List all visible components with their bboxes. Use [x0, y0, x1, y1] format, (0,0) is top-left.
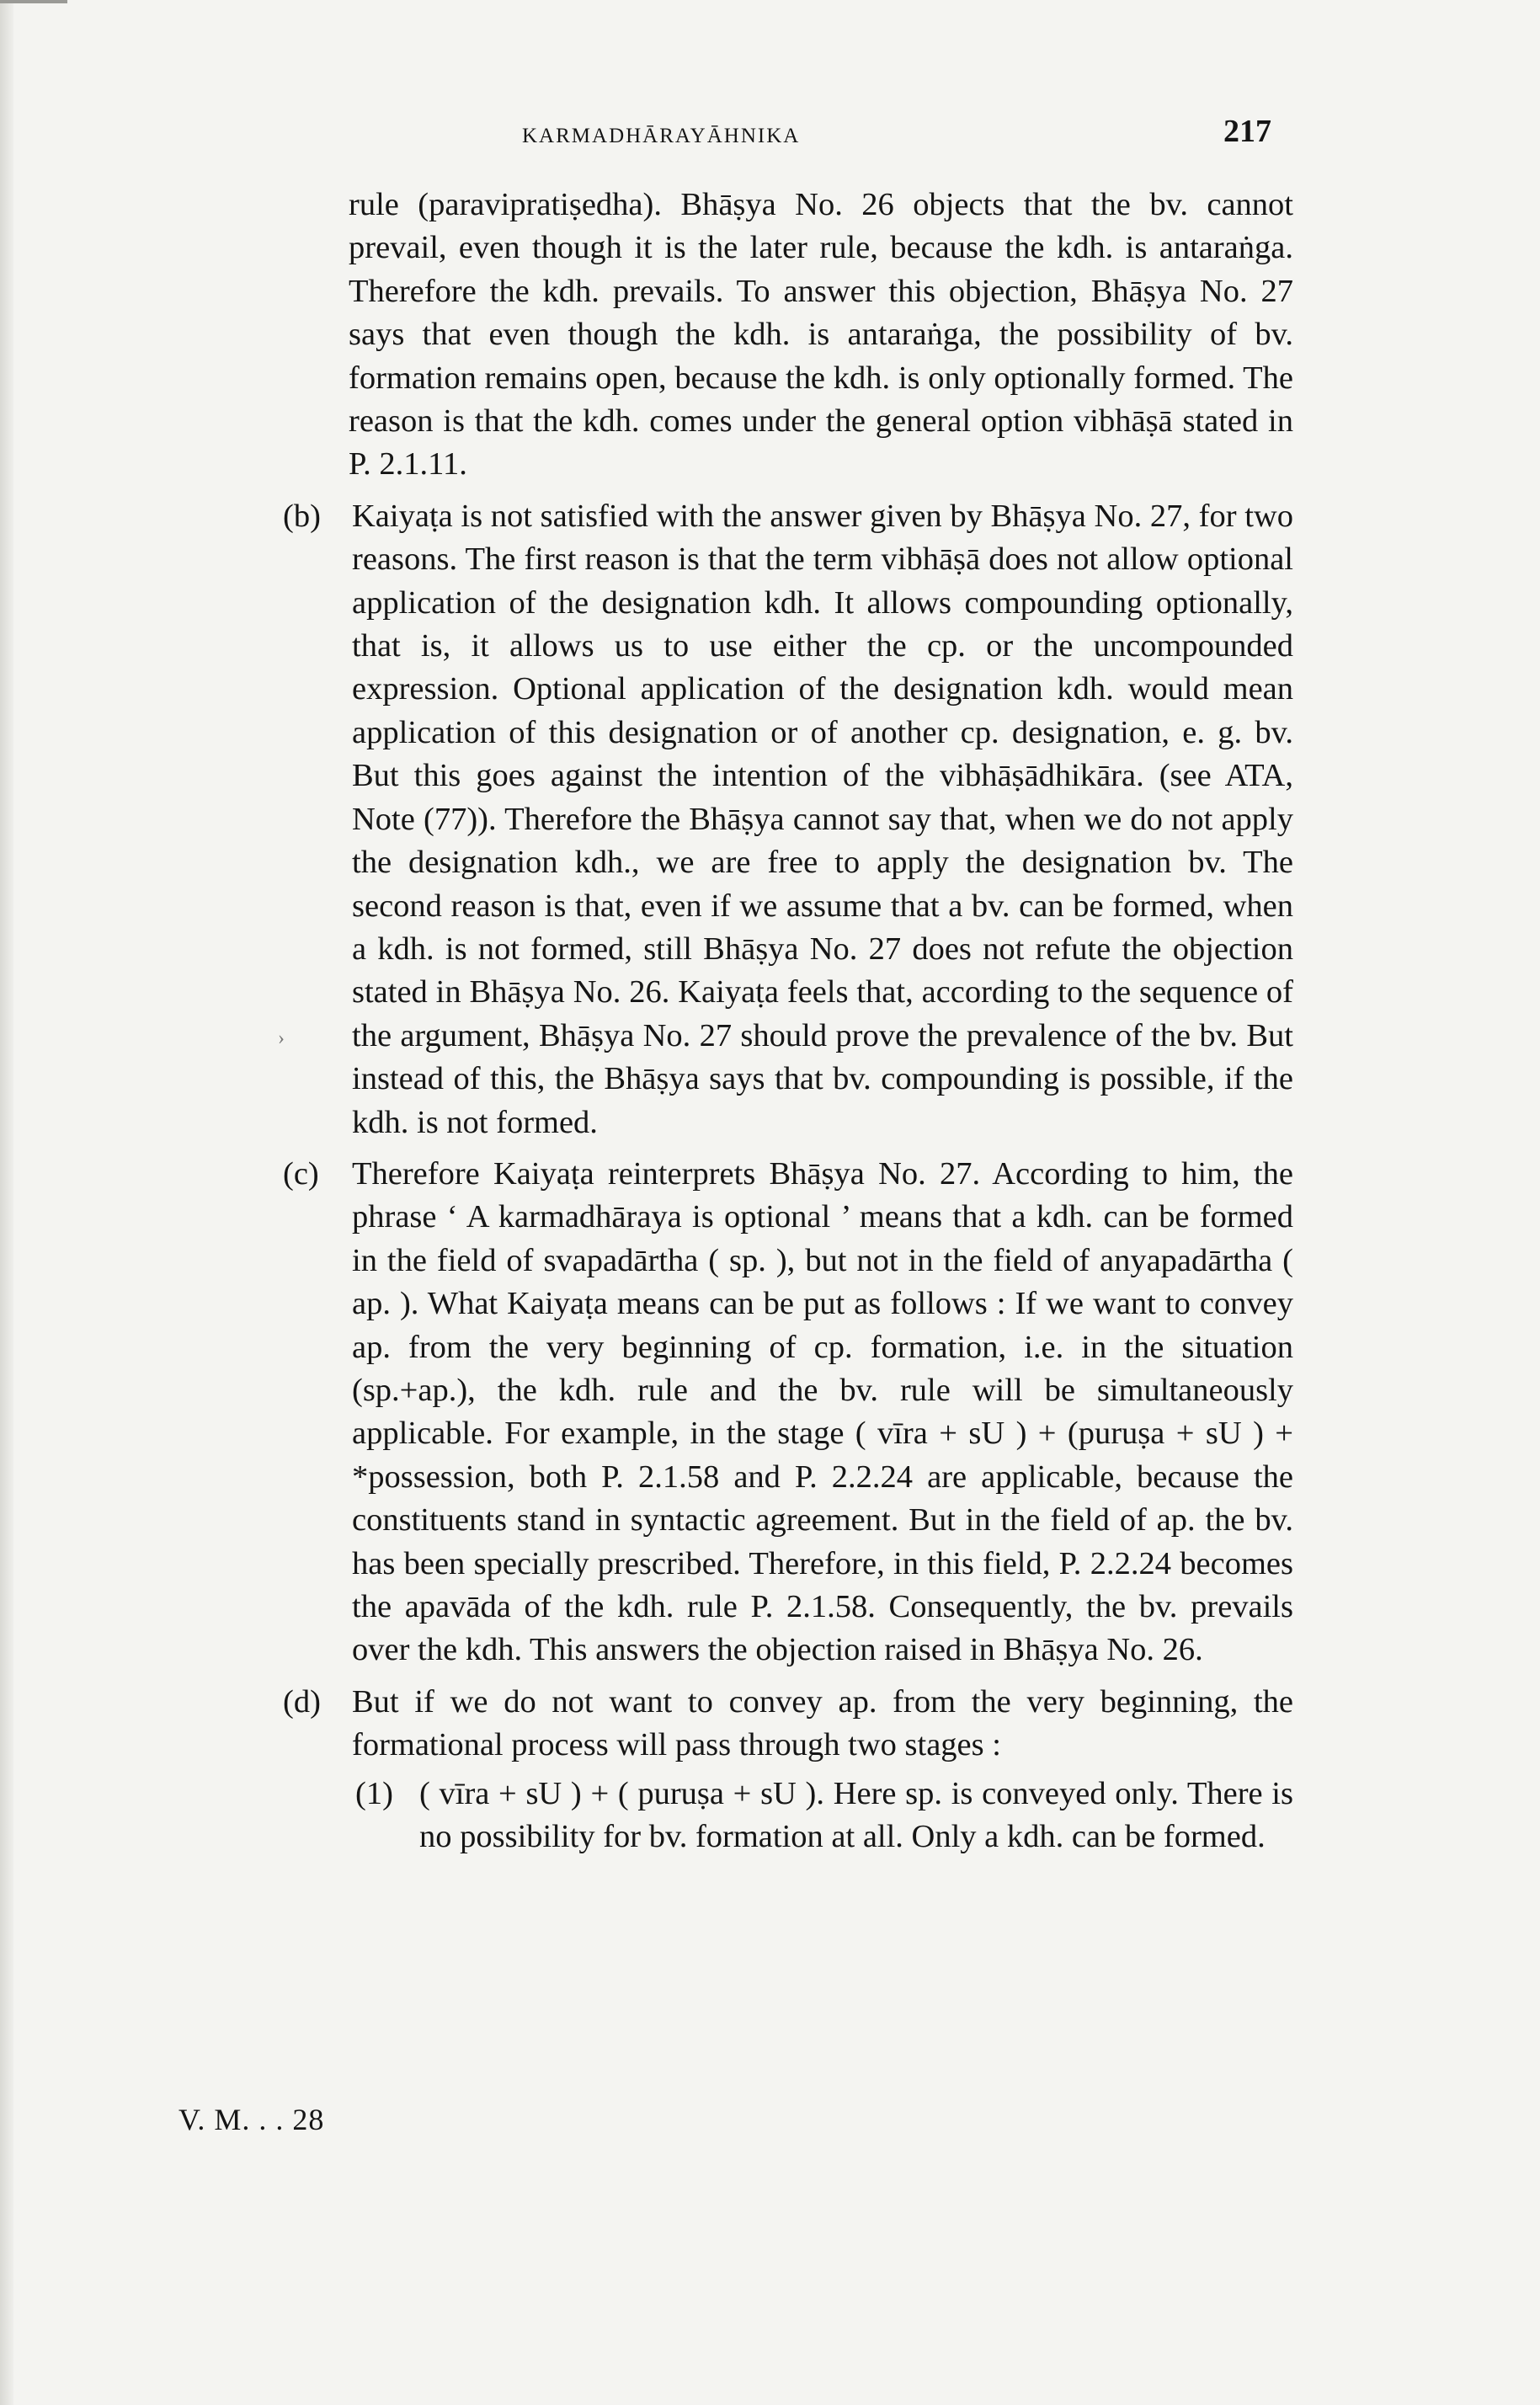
- list-label-c: (c): [283, 1155, 319, 1192]
- page-body: [283, 184, 1293, 1858]
- list-label-d: (d): [283, 1683, 321, 1720]
- margin-mark: ›: [278, 1027, 285, 1049]
- paragraph-b: Kaiyaṭa is not satisfied with the answer given by Bhāṣya No. 27, for two reasons. The first reason is that the term vibhāṣā does not allow optional application of the designation kdh. It allows compounding optionally, that is, it allows us to use either the cp. or the uncompounded expression. Optional application of the designation kdh. would mean application of this designation or of another cp. designation, e. g. bv. But this goes against the intention of the vibhāṣādhikāra. (see ATA, Note (77)). Therefore the Bhāṣya cannot say that, when we do not apply the designation kdh., we are free to apply the designation bv. The second reason is that, even if we assume that a bv. can be formed, when a kdh. is not formed, still Bhāṣya No. 27 does not refute the objection stated in Bhāṣya No. 26. Kaiyaṭa feels that, according to the sequence of the argument, Bhāṣya No. 27 should prove the prevalence of the bv. But instead of this, the Bhāṣya says that bv. compounding is possible, if the kdh. is not formed.: [352, 498, 1293, 1140]
- running-title: KARMADHĀRAYĀHNIKA: [522, 125, 801, 147]
- list-item-d: [283, 1681, 1293, 1768]
- list-label-b: (b): [283, 498, 321, 534]
- page-header: [354, 108, 1271, 158]
- paragraph-intro: rule (paravipratiṣedha). Bhāṣya No. 26 objects that the bv. cannot prevail, even though it is the later rule, because the kdh. is antaraṅga. Therefore the kdh. prevails. To answer this objection, Bhāṣya No. 27 says that even though the kdh. is antaraṅga, the possibility of bv. formation remains open, because the kdh. is only optionally formed. The reason is that the kdh. comes under the general option vibhāṣā stated in P. 2.1.11.: [349, 187, 1293, 483]
- signature-mark: V. M. . . 28: [179, 2103, 325, 2136]
- list-item-b: [283, 495, 1293, 1144]
- sub-label-1: (1): [355, 1775, 393, 1811]
- list-item-c: [283, 1153, 1293, 1672]
- sub-item-1: [283, 1773, 1293, 1859]
- paragraph-d: But if we do not want to convey ap. from the very beginning, the formational process will pass through two stages :: [352, 1683, 1293, 1763]
- page-number: 217: [1223, 114, 1271, 149]
- paragraph-d-1: ( vīra + sU ) + ( puruṣa + sU ). Here sp. is conveyed only. There is no possibility for bv. formation at all. Only a kdh. can be formed.: [419, 1775, 1293, 1855]
- paragraph-c: Therefore Kaiyaṭa reinterprets Bhāṣya No. 27. According to him, the phrase ‘ A karmadhāraya is optional ’ means that a kdh. can be formed in the field of svapadārtha ( sp. ), but not in the field of anyapadārtha ( ap. ). What Kaiyaṭa means can be put as follows : If we want to convey ap. from the very beginning of cp. formation, i.e. in the situation (sp.+ap.), the kdh. rule and the bv. rule will be simultaneously applicable. For example, in the stage ( vīra + sU ) + (puruṣa + sU ) + *possession, both P. 2.1.58 and P. 2.2.24 are applicable, because the constituents stand in syntactic agreement. But in the field of ap. the bv. has been specially prescribed. Therefore, in this field, P. 2.2.24 becomes the apavāda of the kdh. rule P. 2.1.58. Consequently, the bv. prevails over the kdh. This answers the objection raised in Bhāṣya No. 26.: [352, 1155, 1293, 1668]
